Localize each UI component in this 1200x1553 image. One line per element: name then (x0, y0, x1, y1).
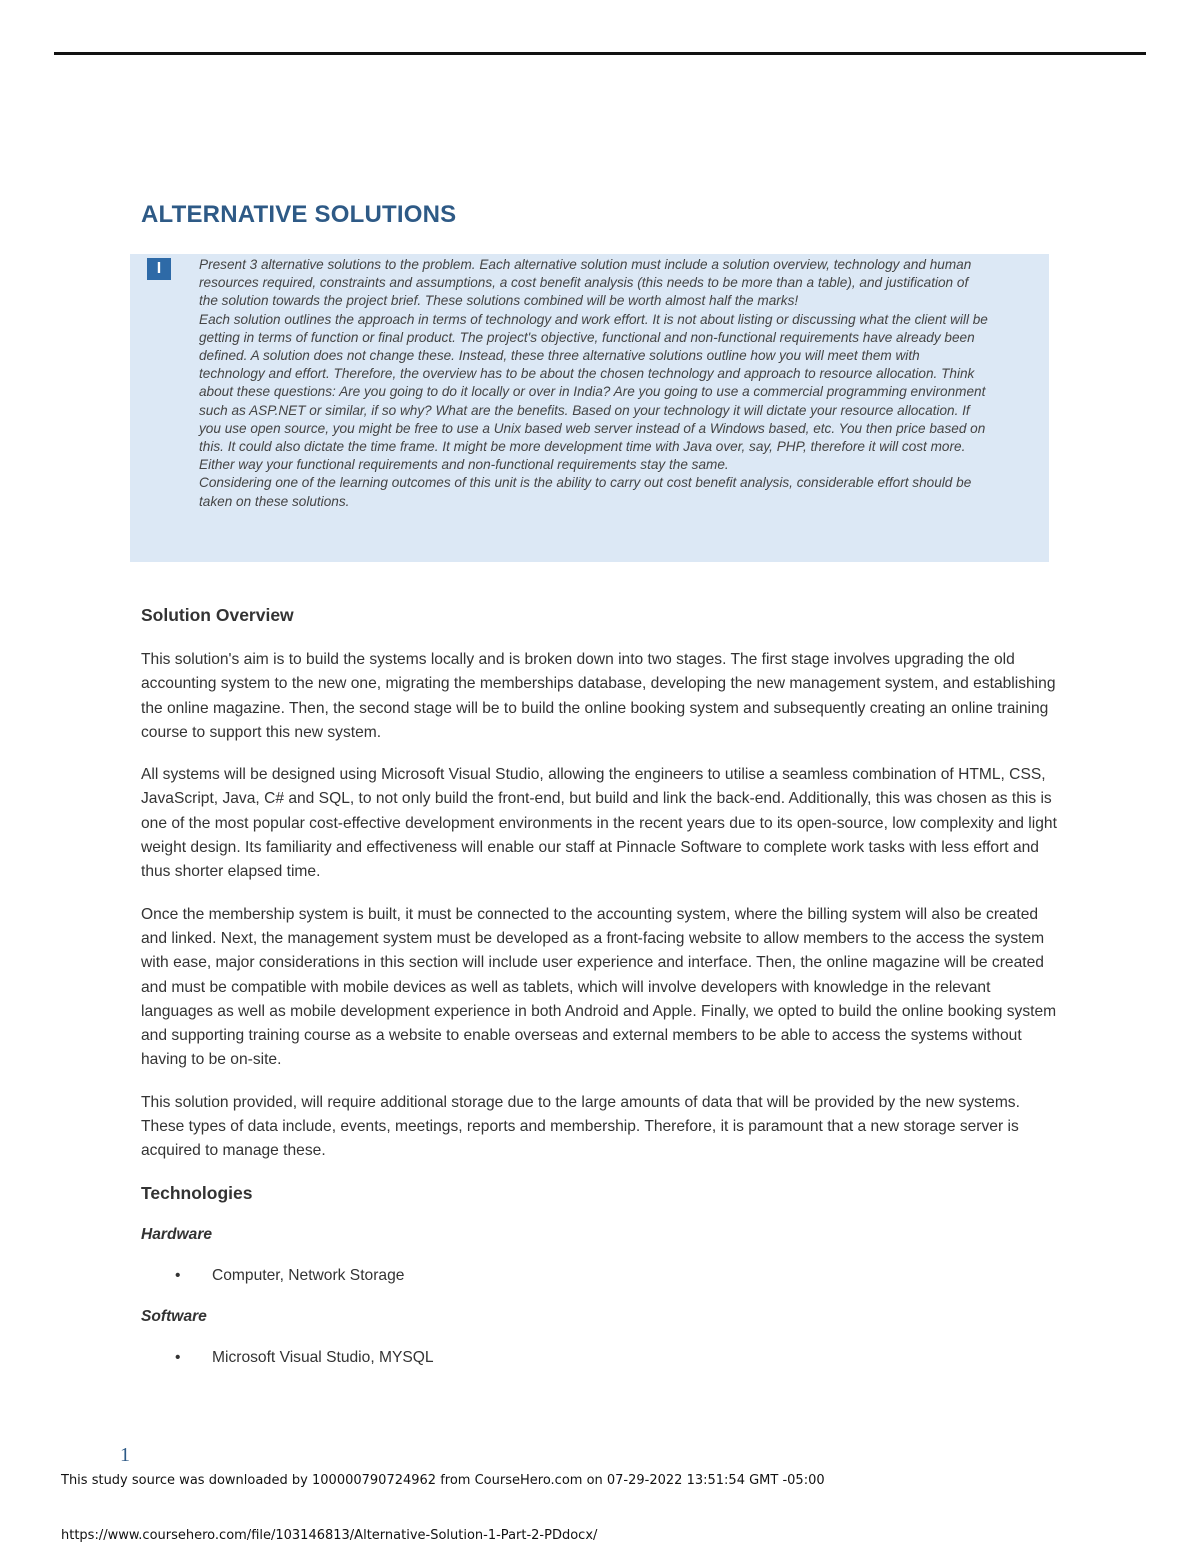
overview-paragraph: This solution's aim is to build the systems locally and is broken down into two stages. The first stage involves upgrading the old accounting system to the new one, migrating the memberships database, developing the new management system, and establishing the online magazine. Then, the second stage will be to build the online booking system and subsequently creating an online training course to support this new system. (141, 651, 1056, 741)
list-item-text: Computer, Network Storage (212, 1266, 405, 1284)
instruction-text (199, 256, 989, 511)
section-heading-overview: Solution Overview (141, 605, 294, 625)
section-heading-technologies: Technologies (141, 1182, 253, 1203)
subheading-hardware: Hardware (141, 1225, 213, 1243)
info-icon: I (147, 258, 171, 280)
overview-paragraph: All systems will be designed using Microsoft Visual Studio, allowing the engineers to utilise a seamless combination of HTML, CSS, JavaScript, Java, C# and SQL, to not only build the front-end, but build and link the back-end. Additionally, this was chosen as this is one of the most popular cost-effective development environments in the recent years due to its open-source, low complexity and light weight design. Its familiarity and effectiveness will enable our staff at Pinnacle Software to complete work tasks with less effort and thus shorter elapsed time. (141, 766, 1057, 881)
list-item (141, 1264, 1066, 1288)
source-url: https://www.coursehero.com/file/103146813/Alternative-Solution-1-Part-2-PDdocx/ (61, 1528, 598, 1543)
list-item-text: Microsoft Visual Studio, MYSQL (212, 1348, 434, 1366)
bullet-icon: • (175, 1348, 181, 1366)
top-rule (54, 52, 1146, 55)
main-content (141, 604, 1066, 1388)
software-list (141, 1346, 1066, 1370)
instruction-paragraph: Considering one of the learning outcomes of this unit is the ability to carry out cost benefit analysis, considerable effort should be taken on these solutions. (199, 475, 972, 509)
list-item (141, 1346, 1066, 1370)
overview-paragraph: This solution provided, will require additional storage due to the large amounts of data that will be provided by the new systems. These types of data include, events, meetings, reports and membership. Therefore, it is paramount that a new storage server is acquired to manage these. (141, 1093, 1020, 1160)
page-number: 1 (120, 1444, 130, 1466)
bullet-icon: • (175, 1266, 181, 1284)
download-notice: This study source was downloaded by 100000790724962 from CourseHero.com on 07-29-2022 13:51:54 GMT -05:00 (61, 1473, 825, 1488)
overview-paragraph: Once the membership system is built, it must be connected to the accounting system, where the billing system will also be created and linked. Next, the management system must be developed as a front-facing website to allow members to the access the system with ease, major considerations in this section will include user experience and interface. Then, the online magazine will be created and must be compatible with mobile devices as well as tablets, which will involve developers with knowledge in the relevant languages as well as mobile development experience in both Android and Apple. Finally, we opted to build the online booking system and supporting training course as a website to enable overseas and external members to be able to access the systems without having to be on-site. (141, 905, 1057, 1069)
page-title: ALTERNATIVE SOLUTIONS (141, 201, 457, 228)
hardware-list (141, 1264, 1066, 1288)
instruction-box (130, 254, 1049, 562)
instruction-paragraph: Present 3 alternative solutions to the problem. Each alternative solution must include a solution overview, technology and human resources required, constraints and assumptions, a cost benefit analysis (this needs to be more than a table), and justification of the solution towards the project brief. These solutions combined will be worth almost half the marks! (199, 257, 972, 309)
instruction-paragraph: Each solution outlines the approach in terms of technology and work effort. It is not about listing or discussing what the client will be getting in terms of function or final product. The project's objective, functional and non-functional requirements have already been defined. A solution does not change these. Instead, these three alternative solutions outline how you will meet them with technology and effort. Therefore, the overview has to be about the chosen technology and approach to resource allocation. Think about these questions: Are you going to do it locally or over in India? Are you going to use a commercial programming environment such as ASP.NET or similar, if so why? What are the benefits. Based on your technology it will dictate your resource allocation. If you use open source, you might be free to use a Unix based web server instead of a Windows based, etc. You then price based on this. It could also dictate the time frame. It might be more development time with Java over, say, PHP, therefore it will cost more. Either way your functional requirements and non-functional requirements stay the same. (199, 311, 988, 473)
subheading-software: Software (141, 1307, 207, 1325)
